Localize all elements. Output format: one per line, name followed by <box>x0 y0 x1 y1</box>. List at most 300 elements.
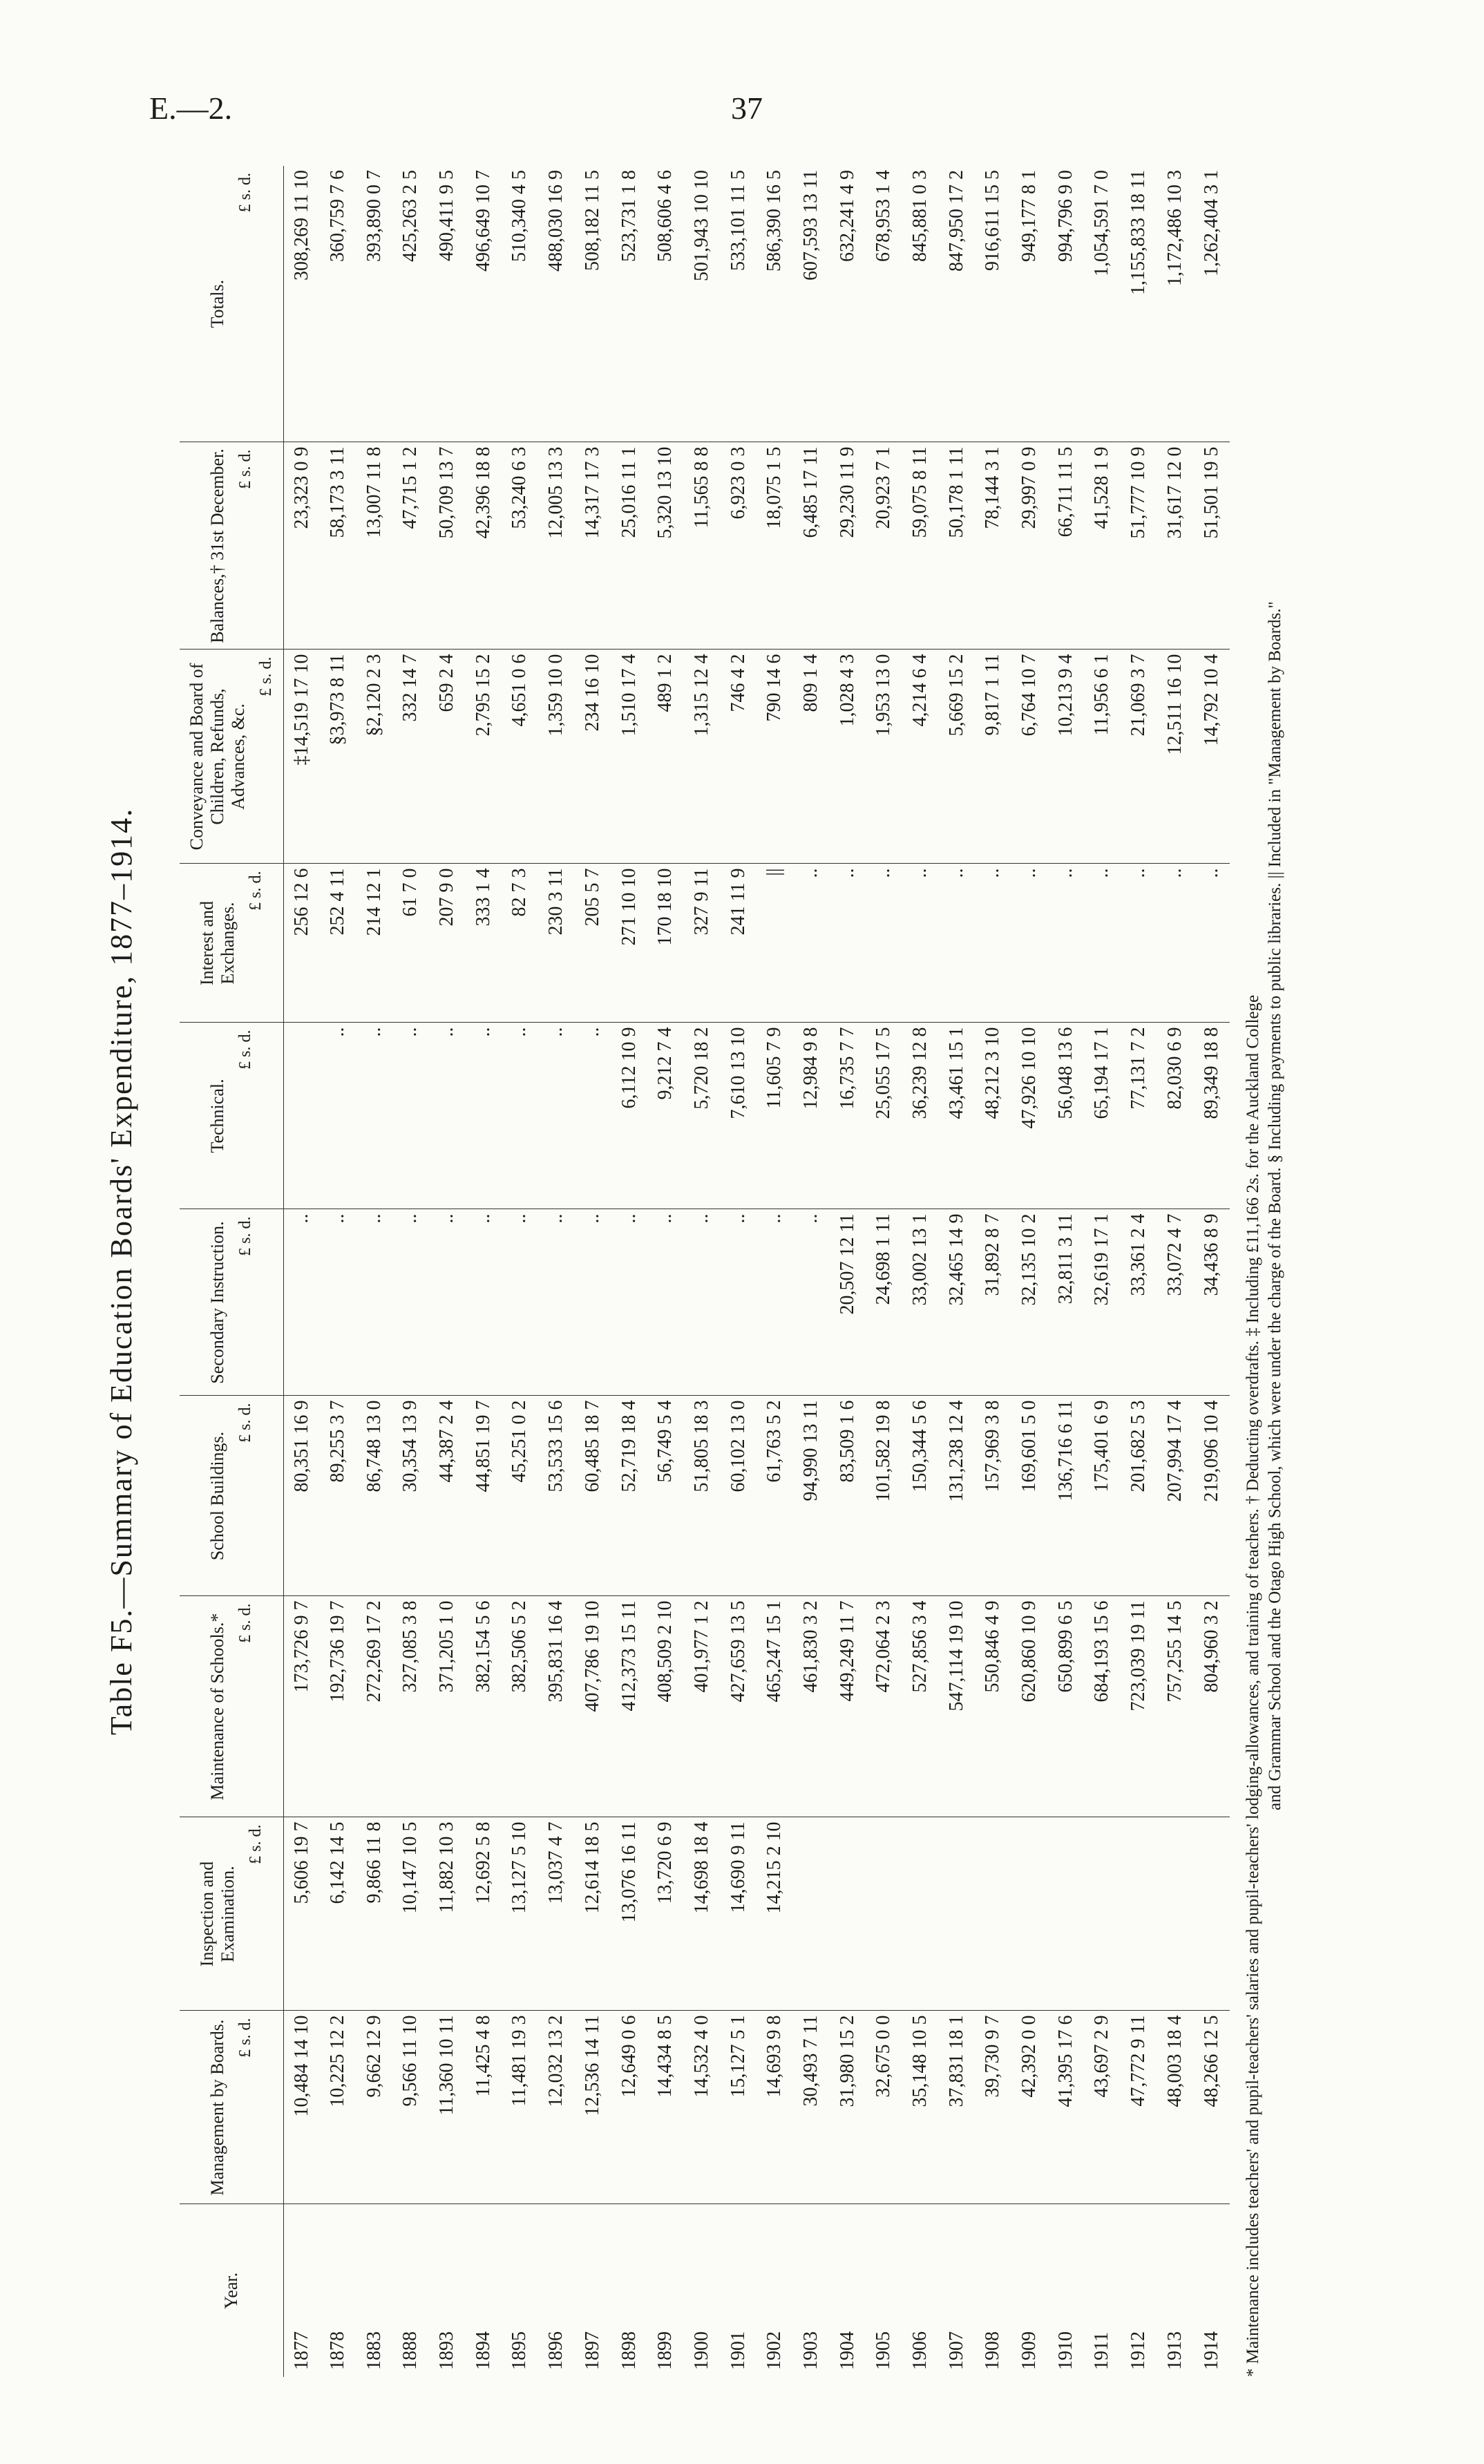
amount-cell <box>793 1817 830 2011</box>
expenditure-table <box>180 166 1230 2377</box>
amount-cell: 173,726 9 7 <box>283 1596 320 1817</box>
amount-cell: 14,690 9 11 <box>720 1817 757 2011</box>
column-header-label: Maintenance of Schools.* <box>207 1613 227 1801</box>
year-cell: 1910 <box>1054 2331 1076 2370</box>
amount-cell: 382,506 5 2 <box>502 1596 538 1817</box>
amount-cell: 61 7 0 <box>392 864 429 1023</box>
column-header <box>180 2204 283 2377</box>
amount-cell: .. <box>320 1209 356 1396</box>
column-header-label: Secondary Instruction. <box>207 1221 227 1384</box>
amount-cell: 508,606 4 6 <box>647 166 684 442</box>
amount-cell: 14,792 10 4 <box>1193 650 1230 864</box>
year-cell: 1908 <box>982 2331 1004 2370</box>
column-unit: £ s. d. <box>236 1216 254 1256</box>
year-cell: 1897 <box>581 2331 603 2370</box>
amount-cell: 6,923 0 3 <box>720 442 757 650</box>
amount-cell: 4,651 0 6 <box>502 650 538 864</box>
year-cell: 1905 <box>873 2331 895 2370</box>
amount-cell: 59,075 8 11 <box>902 442 939 650</box>
column-header <box>180 1023 283 1209</box>
column-header <box>180 650 283 864</box>
amount-cell: 86,748 13 0 <box>356 1396 392 1596</box>
amount-cell: 45,251 0 2 <box>502 1396 538 1596</box>
amount-cell: 2,795 15 2 <box>465 650 502 864</box>
amount-cell: .. <box>1047 864 1084 1023</box>
amount-cell: 11,481 19 3 <box>502 2011 538 2204</box>
amount-cell: 9,817 1 11 <box>975 650 1011 864</box>
year-cell: 1898 <box>618 2331 640 2370</box>
amount-cell: 53,533 15 6 <box>538 1396 575 1596</box>
amount-cell: 31,617 12 0 <box>1157 442 1194 650</box>
amount-cell: 47,715 1 2 <box>392 442 429 650</box>
amount-cell: 14,215 2 10 <box>757 1817 793 2011</box>
amount-cell: §2,120 2 3 <box>356 650 392 864</box>
amount-cell: 60,485 18 7 <box>575 1396 611 1596</box>
amount-cell: 465,247 15 1 <box>757 1596 793 1817</box>
column-header-label: Inspection and Examination. <box>196 1861 238 1967</box>
amount-cell: .. <box>538 1209 575 1396</box>
table-row <box>611 166 647 2377</box>
amount-cell: 13,037 4 7 <box>538 1817 575 2011</box>
amount-cell: 408,509 2 10 <box>647 1596 684 1817</box>
amount-cell: 13,720 6 9 <box>647 1817 684 2011</box>
amount-cell: 332 14 7 <box>392 650 429 864</box>
amount-cell: 425,263 2 5 <box>392 166 429 442</box>
amount-cell: 15,127 5 1 <box>720 2011 757 2204</box>
year-cell: 1904 <box>836 2331 858 2370</box>
column-header-label: Totals. <box>207 279 227 328</box>
amount-cell: 327,085 3 8 <box>392 1596 429 1817</box>
amount-cell: 723,039 19 11 <box>1121 1596 1157 1817</box>
amount-cell: 6,112 10 9 <box>611 1023 647 1209</box>
amount-cell: 157,969 3 8 <box>975 1396 1011 1596</box>
amount-cell: 131,238 12 4 <box>938 1396 975 1596</box>
amount-cell: .. <box>611 1209 647 1396</box>
amount-cell: .. <box>1193 864 1230 1023</box>
amount-cell: 7,610 13 10 <box>720 1023 757 1209</box>
year-cell: 1893 <box>436 2331 458 2370</box>
amount-cell: .. <box>465 1023 502 1209</box>
amount-cell <box>1084 1817 1121 2011</box>
column-unit: £ s. d. <box>236 173 254 213</box>
amount-cell: 271 10 10 <box>611 864 647 1023</box>
amount-cell: 371,205 1 0 <box>429 1596 466 1817</box>
amount-cell: 547,114 19 10 <box>938 1596 975 1817</box>
amount-cell: .. <box>392 1209 429 1396</box>
year-cell: 1913 <box>1163 2331 1186 2370</box>
column-header <box>180 1596 283 1817</box>
year-cell: 1909 <box>1018 2331 1040 2370</box>
amount-cell: 11,425 4 8 <box>465 2011 502 2204</box>
page-section-label: E.—2. <box>149 91 233 126</box>
amount-cell: 10,147 10 5 <box>392 1817 429 2011</box>
amount-cell: 916,611 15 5 <box>975 166 1011 442</box>
year-cell: 1906 <box>909 2331 931 2370</box>
footnote-line-1: * Maintenance includes teachers' and pupil-teachers' salaries and pupil-teachers' lodging-allowances, and training of teachers. † Deducting overdrafts. ‡ Including £11,166 2s. for the Auckland College <box>1244 994 1262 2377</box>
amount-cell: 50,709 13 7 <box>429 442 466 650</box>
amount-cell: 234 16 10 <box>575 650 611 864</box>
amount-cell: 586,390 16 5 <box>757 166 793 442</box>
amount-cell: .. <box>1121 864 1157 1023</box>
amount-cell <box>975 1817 1011 2011</box>
amount-cell: 48,266 12 5 <box>1193 2011 1230 2204</box>
footnotes <box>1242 166 1286 2377</box>
amount-cell: 5,606 19 7 <box>283 1817 320 2011</box>
amount-cell: 4,214 6 4 <box>902 650 939 864</box>
year-cell: 1901 <box>727 2331 749 2370</box>
column-header-label: School Buildings. <box>207 1431 227 1561</box>
amount-cell: 427,659 13 5 <box>720 1596 757 1817</box>
amount-cell: 101,582 19 8 <box>866 1396 902 1596</box>
amount-cell: .. <box>793 1209 830 1396</box>
amount-cell: 10,484 14 10 <box>283 2011 320 2204</box>
amount-cell: 1,028 4 3 <box>829 650 866 864</box>
amount-cell: 620,860 10 9 <box>1011 1596 1048 1817</box>
amount-cell: 21,069 3 7 <box>1121 650 1157 864</box>
amount-cell: .. <box>575 1023 611 1209</box>
table-row <box>684 166 721 2377</box>
column-unit: £ s. d. <box>236 449 254 489</box>
column-header-label: Conveyance and Board of Children, Refunds, Advances, &c. <box>186 663 248 851</box>
year-cell: 1912 <box>1128 2331 1150 2370</box>
amount-cell: 382,154 5 6 <box>465 1596 502 1817</box>
amount-cell: 449,249 11 7 <box>829 1596 866 1817</box>
amount-cell: 82,030 6 9 <box>1157 1023 1194 1209</box>
amount-cell <box>283 1023 320 1209</box>
amount-cell: 252 4 11 <box>320 864 356 1023</box>
amount-cell: 214 12 1 <box>356 864 392 1023</box>
footnote-line-2: and Grammar School and the Otago High School, which were under the charge of the Board. § Including payments to public libraries. || Included in "Management by Boards." <box>1266 601 1284 1810</box>
year-cell: 1883 <box>363 2331 385 2370</box>
amount-cell: 241 11 9 <box>720 864 757 1023</box>
amount-cell: 401,977 1 2 <box>684 1596 721 1817</box>
amount-cell: 94,990 13 11 <box>793 1396 830 1596</box>
amount-cell: 13,007 11 8 <box>356 442 392 650</box>
amount-cell: 24,698 1 11 <box>866 1209 902 1396</box>
amount-cell: 83,509 1 6 <box>829 1396 866 1596</box>
amount-cell: 43,461 15 1 <box>938 1023 975 1209</box>
amount-cell: 60,102 13 0 <box>720 1396 757 1596</box>
table-row <box>757 166 793 2377</box>
amount-cell: 33,072 4 7 <box>1157 1209 1194 1396</box>
amount-cell: 35,148 10 5 <box>902 2011 939 2204</box>
amount-cell: 1,315 12 4 <box>684 650 721 864</box>
amount-cell: 684,193 15 6 <box>1084 1596 1121 1817</box>
amount-cell: 496,649 10 7 <box>465 166 502 442</box>
table-row <box>1193 166 1230 2377</box>
amount-cell: 9,866 11 8 <box>356 1817 392 2011</box>
amount-cell: 490,411 9 5 <box>429 166 466 442</box>
amount-cell: .. <box>465 1209 502 1396</box>
amount-cell: 790 14 6 <box>757 650 793 864</box>
amount-cell: .. <box>502 1023 538 1209</box>
column-header <box>180 2011 283 2204</box>
table-row <box>538 166 575 2377</box>
amount-cell: .. <box>938 864 975 1023</box>
amount-cell: 78,144 3 1 <box>975 442 1011 650</box>
amount-cell: 12,692 5 8 <box>465 1817 502 2011</box>
column-header-label: Technical. <box>207 1079 227 1153</box>
amount-cell: 395,831 16 4 <box>538 1596 575 1817</box>
amount-cell: 42,392 0 0 <box>1011 2011 1048 2204</box>
amount-cell: 1,155,833 18 11 <box>1121 166 1157 442</box>
amount-cell: 175,401 6 9 <box>1084 1396 1121 1596</box>
amount-cell: 489 1 2 <box>647 650 684 864</box>
table-row <box>866 166 902 2377</box>
year-cell: 1894 <box>472 2331 494 2370</box>
amount-cell <box>1193 1817 1230 2011</box>
year-cell: 1911 <box>1091 2332 1113 2370</box>
amount-cell: 333 1 4 <box>465 864 502 1023</box>
amount-cell: 44,387 2 4 <box>429 1396 466 1596</box>
column-header <box>180 1209 283 1396</box>
amount-cell: 12,005 13 3 <box>538 442 575 650</box>
column-header <box>180 442 283 650</box>
table-row <box>1121 166 1157 2377</box>
amount-cell: 256 12 6 <box>283 864 320 1023</box>
table-row <box>283 166 320 2377</box>
amount-cell: 11,360 10 11 <box>429 2011 466 2204</box>
amount-cell: 847,950 17 2 <box>938 166 975 442</box>
amount-cell: 41,528 1 9 <box>1084 442 1121 650</box>
table-row <box>793 166 830 2377</box>
amount-cell: 6,142 14 5 <box>320 1817 356 2011</box>
amount-cell: 461,830 3 2 <box>793 1596 830 1817</box>
amount-cell <box>938 1817 975 2011</box>
amount-cell: 10,213 9 4 <box>1047 650 1084 864</box>
amount-cell: 12,536 14 11 <box>575 2011 611 2204</box>
year-cell: 1896 <box>545 2331 567 2370</box>
amount-cell: 30,354 13 9 <box>392 1396 429 1596</box>
amount-cell: 82 7 3 <box>502 864 538 1023</box>
amount-cell: 809 1 4 <box>793 650 830 864</box>
amount-cell: 230 3 11 <box>538 864 575 1023</box>
table-row <box>392 166 429 2377</box>
amount-cell: 56,048 13 6 <box>1047 1023 1084 1209</box>
amount-cell: 51,777 10 9 <box>1121 442 1157 650</box>
column-unit: £ s. d. <box>236 1403 254 1443</box>
table-row <box>1084 166 1121 2377</box>
amount-cell: 13,127 5 10 <box>502 1817 538 2011</box>
amount-cell: 89,349 18 8 <box>1193 1023 1230 1209</box>
amount-cell: 14,434 8 5 <box>647 2011 684 2204</box>
amount-cell: 48,003 18 4 <box>1157 2011 1194 2204</box>
amount-cell: 508,182 11 5 <box>575 166 611 442</box>
amount-cell: 44,851 19 7 <box>465 1396 502 1596</box>
amount-cell: 32,465 14 9 <box>938 1209 975 1396</box>
amount-cell: 30,493 7 11 <box>793 2011 830 2204</box>
amount-cell: 949,177 8 1 <box>1011 166 1048 442</box>
amount-cell <box>1121 1817 1157 2011</box>
amount-cell: .. <box>538 1023 575 1209</box>
amount-cell: 205 5 7 <box>575 864 611 1023</box>
table-row <box>465 166 502 2377</box>
table-row <box>1011 166 1048 2377</box>
amount-cell: 18,075 1 5 <box>757 442 793 650</box>
amount-cell: 13,076 16 11 <box>611 1817 647 2011</box>
amount-cell: 12,032 13 2 <box>538 2011 575 2204</box>
amount-cell: 12,614 18 5 <box>575 1817 611 2011</box>
amount-cell: 169,601 5 0 <box>1011 1396 1048 1596</box>
amount-cell: 412,373 15 11 <box>611 1596 647 1817</box>
amount-cell: 31,892 8 7 <box>975 1209 1011 1396</box>
amount-cell: 472,064 2 3 <box>866 1596 902 1817</box>
amount-cell: 533,101 11 5 <box>720 166 757 442</box>
amount-cell: 9,662 12 9 <box>356 2011 392 2204</box>
table-title: Table F5.—Summary of Education Boards' Expenditure, 1877–1914. <box>104 807 138 1736</box>
amount-cell: 9,212 7 4 <box>647 1023 684 1209</box>
amount-cell: .. <box>793 864 830 1023</box>
amount-cell: 66,711 11 5 <box>1047 442 1084 650</box>
amount-cell: 32,135 10 2 <box>1011 1209 1048 1396</box>
amount-cell: 510,340 4 5 <box>502 166 538 442</box>
amount-cell: .. <box>356 1023 392 1209</box>
amount-cell <box>1047 1817 1084 2011</box>
amount-cell: 527,856 3 4 <box>902 1596 939 1817</box>
table-row <box>829 166 866 2377</box>
column-header-label: Management by Boards. <box>207 2019 227 2196</box>
amount-cell: 51,805 18 3 <box>684 1396 721 1596</box>
amount-cell: 5,720 18 2 <box>684 1023 721 1209</box>
year-cell: 1878 <box>327 2331 349 2370</box>
amount-cell <box>1157 1817 1194 2011</box>
amount-cell: 31,980 15 2 <box>829 2011 866 2204</box>
amount-cell: .. <box>829 864 866 1023</box>
year-cell: 1888 <box>399 2331 421 2370</box>
amount-cell: 25,016 11 1 <box>611 442 647 650</box>
table-row <box>429 166 466 2377</box>
amount-cell: 65,194 17 1 <box>1084 1023 1121 1209</box>
year-cell: 1903 <box>799 2331 821 2370</box>
table-row <box>720 166 757 2377</box>
amount-cell: .. <box>866 864 902 1023</box>
amount-cell: 25,055 17 5 <box>866 1023 902 1209</box>
amount-cell: 16,735 7 7 <box>829 1023 866 1209</box>
amount-cell: .. <box>575 1209 611 1396</box>
amount-cell: 80,351 16 9 <box>283 1396 320 1596</box>
amount-cell: .. <box>320 1023 356 1209</box>
amount-cell <box>866 1817 902 2011</box>
amount-cell: 42,396 18 8 <box>465 442 502 650</box>
amount-cell: 207 9 0 <box>429 864 466 1023</box>
year-cell: 1907 <box>945 2331 967 2370</box>
amount-cell: 12,511 16 10 <box>1157 650 1194 864</box>
amount-cell: 632,241 4 9 <box>829 166 866 442</box>
amount-cell: 56,749 5 4 <box>647 1396 684 1596</box>
amount-cell: 1,262,404 3 1 <box>1193 166 1230 442</box>
amount-cell: .. <box>647 1209 684 1396</box>
amount-cell: 11,605 7 9 <box>757 1023 793 1209</box>
amount-cell: .. <box>1084 864 1121 1023</box>
column-unit: £ s. d. <box>236 2018 254 2058</box>
amount-cell: 14,317 17 3 <box>575 442 611 650</box>
amount-cell <box>1011 1817 1048 2011</box>
amount-cell: 1,510 17 4 <box>611 650 647 864</box>
amount-cell: 757,255 14 5 <box>1157 1596 1194 1817</box>
amount-cell: 272,269 17 2 <box>356 1596 392 1817</box>
table-row <box>647 166 684 2377</box>
amount-cell: 5,669 15 2 <box>938 650 975 864</box>
amount-cell: 845,881 0 3 <box>902 166 939 442</box>
table-row <box>1157 166 1194 2377</box>
amount-cell: 52,719 18 4 <box>611 1396 647 1596</box>
amount-cell: 23,323 0 9 <box>283 442 320 650</box>
table-row <box>356 166 392 2377</box>
amount-cell: 36,239 12 8 <box>902 1023 939 1209</box>
amount-cell: 308,269 11 10 <box>283 166 320 442</box>
amount-cell: 29,997 0 9 <box>1011 442 1048 650</box>
amount-cell: ‡14,519 17 10 <box>283 650 320 864</box>
amount-cell: 58,173 3 11 <box>320 442 356 650</box>
amount-cell: 746 4 2 <box>720 650 757 864</box>
table-row <box>938 166 975 2377</box>
amount-cell: .. <box>684 1209 721 1396</box>
amount-cell: 10,225 12 2 <box>320 2011 356 2204</box>
amount-cell: 43,697 2 9 <box>1084 2011 1121 2204</box>
table-body <box>283 166 1230 2377</box>
amount-cell: 327 9 11 <box>684 864 721 1023</box>
amount-cell: 550,846 4 9 <box>975 1596 1011 1817</box>
amount-cell: 219,096 10 4 <box>1193 1396 1230 1596</box>
table-row <box>975 166 1011 2377</box>
amount-cell: .. <box>757 1209 793 1396</box>
amount-cell: 51,501 19 5 <box>1193 442 1230 650</box>
table-row <box>1047 166 1084 2377</box>
table-row <box>902 166 939 2377</box>
page-number: 37 <box>731 91 763 126</box>
amount-cell: 11,882 10 3 <box>429 1817 466 2011</box>
column-header <box>180 1817 283 2011</box>
amount-cell: 14,532 4 0 <box>684 2011 721 2204</box>
column-header <box>180 166 283 442</box>
amount-cell: 32,675 0 0 <box>866 2011 902 2204</box>
amount-cell: 32,619 17 1 <box>1084 1209 1121 1396</box>
amount-cell: 150,344 5 6 <box>902 1396 939 1596</box>
amount-cell: 360,759 7 6 <box>320 166 356 442</box>
amount-cell: 47,926 10 10 <box>1011 1023 1048 1209</box>
rotated-table-page <box>104 166 1396 2377</box>
header-row <box>180 166 283 2377</box>
column-unit: £ s. d. <box>246 871 265 911</box>
year-cell: 1914 <box>1200 2331 1222 2370</box>
column-header-label: Year. <box>220 2272 241 2309</box>
amount-cell: 659 2 4 <box>429 650 466 864</box>
amount-cell: 207,994 17 4 <box>1157 1396 1194 1596</box>
amount-cell: 12,984 9 8 <box>793 1023 830 1209</box>
amount-cell: 201,682 5 3 <box>1121 1396 1157 1596</box>
amount-cell: .. <box>502 1209 538 1396</box>
amount-cell: 6,764 10 7 <box>1011 650 1048 864</box>
amount-cell: 77,131 7 2 <box>1121 1023 1157 1209</box>
amount-cell: 1,054,591 7 0 <box>1084 166 1121 442</box>
amount-cell: 1,953 13 0 <box>866 650 902 864</box>
amount-cell: 12,649 0 6 <box>611 2011 647 2204</box>
amount-cell: 89,255 3 7 <box>320 1396 356 1596</box>
amount-cell: .. <box>392 1023 429 1209</box>
amount-cell: .. <box>1157 864 1194 1023</box>
amount-cell: 48,212 3 10 <box>975 1023 1011 1209</box>
amount-cell: 41,395 17 6 <box>1047 2011 1084 2204</box>
amount-cell: .. <box>429 1023 466 1209</box>
amount-cell: 407,786 19 10 <box>575 1596 611 1817</box>
amount-cell: 6,485 17 11 <box>793 442 830 650</box>
amount-cell: .. <box>975 864 1011 1023</box>
column-unit: £ s. d. <box>236 1030 254 1070</box>
amount-cell: 20,507 12 11 <box>829 1209 866 1396</box>
amount-cell: 994,796 9 0 <box>1047 166 1084 442</box>
amount-cell: 32,811 3 11 <box>1047 1209 1084 1396</box>
amount-cell: 14,698 18 4 <box>684 1817 721 2011</box>
